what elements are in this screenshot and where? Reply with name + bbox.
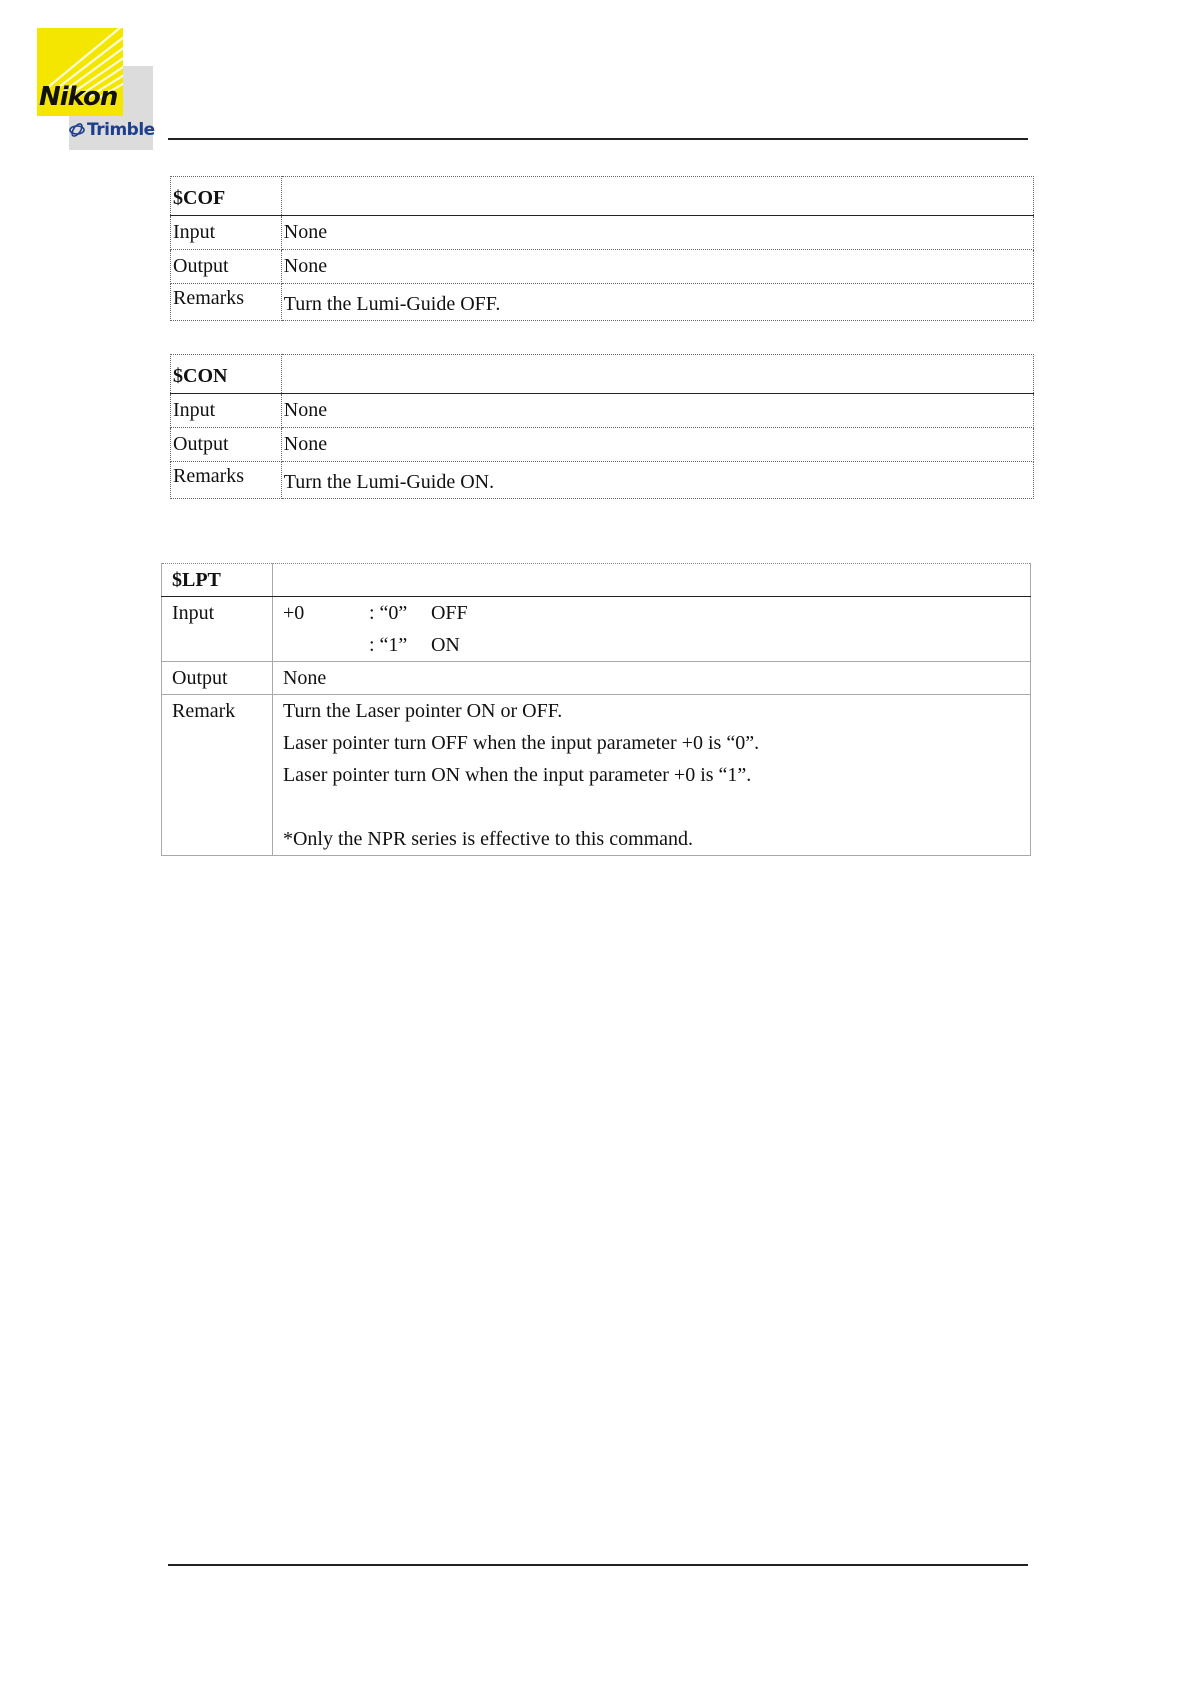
remark-spacer xyxy=(283,791,1030,823)
row-label: Remark xyxy=(162,695,273,856)
row-value: None xyxy=(281,250,1033,284)
footer-rule xyxy=(168,1564,1028,1566)
table-row xyxy=(171,284,1034,321)
row-label: Output xyxy=(162,662,273,695)
header-rule xyxy=(168,138,1028,140)
row-label: Input xyxy=(162,597,273,662)
param-option xyxy=(283,629,1030,661)
table-row xyxy=(162,662,1031,695)
command-title: $CON xyxy=(171,355,282,394)
param-code: : “0” xyxy=(368,602,408,624)
row-label: Output xyxy=(171,250,282,284)
table-row xyxy=(171,355,1034,394)
header-empty-cell xyxy=(281,355,1033,394)
cof-command-table xyxy=(170,176,1034,321)
logo-nikon-text: Nikon xyxy=(39,82,118,112)
row-label: Input xyxy=(171,216,282,250)
remark-line: Laser pointer turn OFF when the input parameter +0 is “0”. xyxy=(282,732,760,754)
row-label: Remarks xyxy=(171,462,282,499)
trimble-globe-icon xyxy=(69,122,85,138)
remark-note: *Only the NPR series is effective to this command. xyxy=(282,828,694,850)
row-value: None xyxy=(281,216,1033,250)
row-value: Turn the Lumi-Guide ON. xyxy=(281,462,1033,499)
table-row xyxy=(162,695,1031,856)
lpt-command-table xyxy=(161,563,1031,856)
table-row xyxy=(171,428,1034,462)
param-meaning: ON xyxy=(430,634,460,656)
table-row xyxy=(171,250,1034,284)
param-option xyxy=(283,597,1030,629)
remark-line: Turn the Laser pointer ON or OFF. xyxy=(282,700,563,722)
logo-yellow-block xyxy=(37,28,123,116)
con-command-table xyxy=(170,354,1034,499)
input-params xyxy=(272,597,1030,662)
remark-line: Laser pointer turn ON when the input parameter +0 is “1”. xyxy=(282,764,752,786)
table-row xyxy=(162,597,1031,662)
header-empty-cell xyxy=(272,564,1030,597)
table-row xyxy=(162,564,1031,597)
table-row xyxy=(171,462,1034,499)
logo-trimble xyxy=(69,120,155,140)
table-row xyxy=(171,177,1034,216)
row-value: None xyxy=(281,428,1033,462)
row-label: Remarks xyxy=(171,284,282,321)
nikon-trimble-logo xyxy=(37,28,153,150)
table-row xyxy=(171,216,1034,250)
row-label: Output xyxy=(171,428,282,462)
row-value: None xyxy=(272,662,1030,695)
command-title: $LPT xyxy=(162,564,273,597)
param-code: : “1” xyxy=(368,634,408,656)
param-name: +0 xyxy=(282,602,305,624)
row-label: Input xyxy=(171,394,282,428)
command-title: $COF xyxy=(171,177,282,216)
header-empty-cell xyxy=(281,177,1033,216)
row-value: Turn the Lumi-Guide OFF. xyxy=(281,284,1033,321)
remark-text xyxy=(272,695,1030,856)
table-row xyxy=(171,394,1034,428)
row-value: None xyxy=(281,394,1033,428)
param-meaning: OFF xyxy=(430,602,468,624)
logo-trimble-text: Trimble xyxy=(87,120,155,140)
